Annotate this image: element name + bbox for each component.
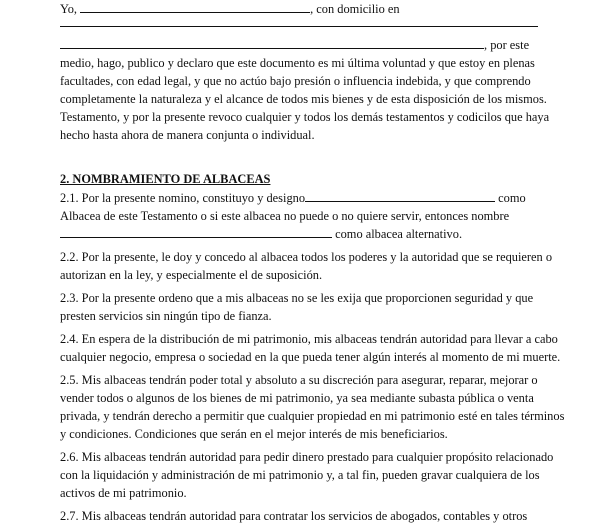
- alt-albacea-blank: [60, 225, 332, 238]
- p21-line: Albacea de este Testamento o si este albacea no puede o no quiere servir, entonces nombre: [60, 209, 510, 223]
- intro-yo: Yo,: [60, 2, 77, 16]
- p27-line: 2.7. Mis albaceas tendrán autoridad para contratar los servicios de abogados, contables y otros: [60, 509, 528, 523]
- p26-line: 2.6. Mis albaceas tendrán autoridad para pedir dinero prestado para cualquier propósito relacionado: [60, 450, 554, 464]
- intro-domicilio: , con domicilio en: [310, 2, 400, 16]
- p22-line: autorizan en la ley, y especialmente el de suposición.: [60, 268, 323, 282]
- p25-line: vender todos o algunos de los bienes de mi patrimonio, ya sea mediante subasta pública o venta: [60, 391, 534, 405]
- intro-body-line: Testamento, y por la presente revoco cualquier y todos los demás testamentos y codicilos que haya: [60, 110, 550, 124]
- p23-line: 2.3. Por la presente ordeno que a mis albaceas no se les exija que proporcionen seguridad y que: [60, 291, 534, 305]
- p25-line: privada, y tendrán derecho a permitir que cualquier propiedad en mi patrimonio esté en tales términos: [60, 409, 565, 423]
- p21-como: como: [498, 191, 526, 205]
- intro-por-este: , por este: [484, 38, 530, 52]
- intro-body-line: facultades, con edad legal, y que no actúo bajo presión o influencia indebida, y que comprendo: [60, 74, 531, 88]
- p22-line: 2.2. Por la presente, le doy y concedo al albacea todos los poderes y la autoridad que se requieren o: [60, 250, 553, 264]
- p21-alt: como albacea alternativo.: [335, 227, 463, 241]
- p24-line: cualquier negocio, empresa o sociedad en la que pueda tener algún interés al momento de mi muerte.: [60, 350, 561, 364]
- albacea-blank: [305, 189, 495, 202]
- intro-first-line: [60, 0, 538, 18]
- p26-line: activos de mi patrimonio.: [60, 486, 187, 500]
- document-page: [60, 0, 565, 525]
- p23-line: presten servicios sin ningún tipo de fianza.: [60, 309, 272, 323]
- p25-line: y condiciones. Condiciones que serán en el mejor interés de mis beneficiarios.: [60, 427, 448, 441]
- address-blank-line: [60, 18, 538, 36]
- section-heading: 2. NOMBRAMIENTO DE ALBACEAS: [60, 172, 271, 186]
- intro-body-line: completamente la naturaleza y el alcance de todos mis bienes y de esta disposición de los mismos.: [60, 92, 547, 106]
- address-blank-line-2: [60, 36, 538, 54]
- p26-line: con la liquidación y administración de mi patrimonio y, a tal fin, pueden gravar cualquiera de los: [60, 468, 540, 482]
- p21-line: [60, 189, 538, 207]
- address-blank: [60, 18, 538, 27]
- p24-line: 2.4. En espera de la distribución de mi patrimonio, mis albaceas tendrán autoridad para llevar a cabo: [60, 332, 558, 346]
- address-blank-2: [60, 36, 484, 49]
- name-blank: [80, 0, 310, 13]
- intro-body-line: hecho hasta ahora de manera conjunta o individual.: [60, 128, 315, 142]
- intro-body-line: medio, hago, publico y declaro que este documento es mi última voluntad y que estoy en plenas: [60, 56, 535, 70]
- p21-start: 2.1. Por la presente nomino, constituyo y designo: [60, 191, 306, 205]
- p25-line: 2.5. Mis albaceas tendrán poder total y absoluto a su discreción para asegurar, reparar, mejorar o: [60, 373, 538, 387]
- p21-line: [60, 225, 538, 243]
